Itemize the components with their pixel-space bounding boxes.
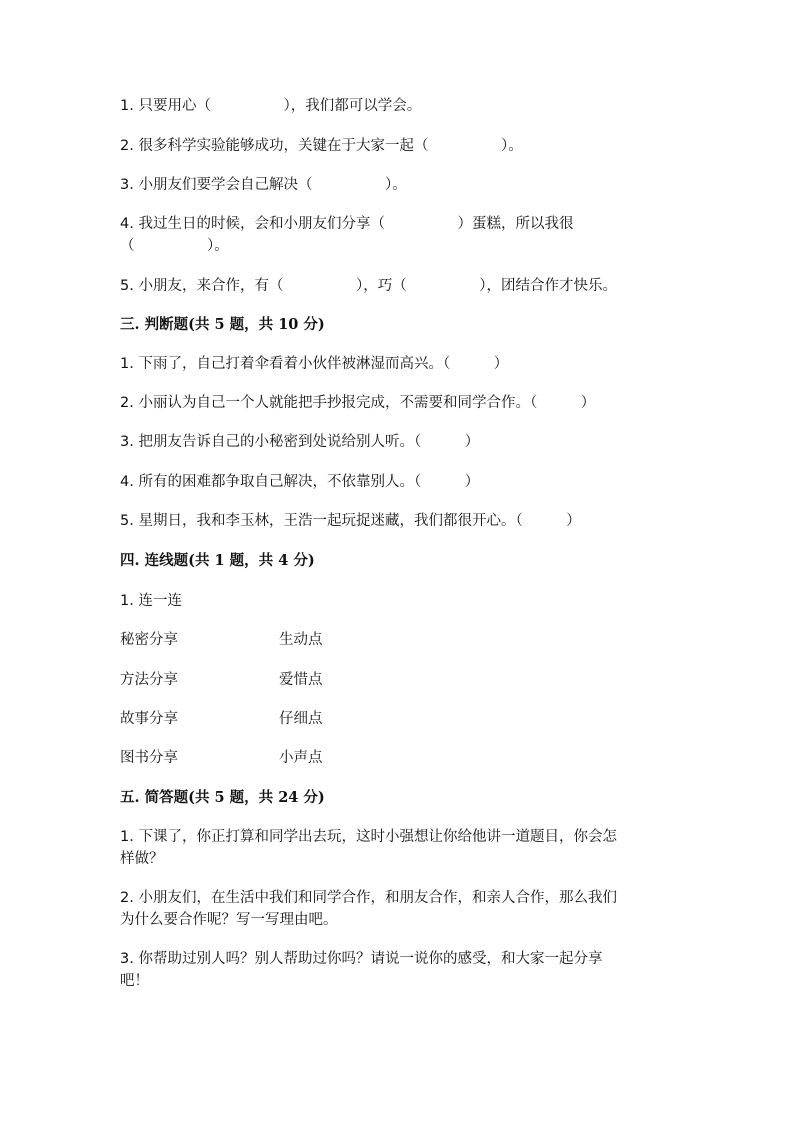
matching-prompt: 1. 连一连 <box>120 593 182 609</box>
matching-left-item: 故事分享 <box>120 711 178 727</box>
short-answer-question-3-continued: 吧！ <box>120 973 149 989</box>
section-heading-judge: 三. 判断题(共 5 题，共 10 分) <box>120 316 325 333</box>
section-heading-matching: 四. 连线题(共 1 题，共 4 分) <box>120 552 315 569</box>
matching-left-item: 方法分享 <box>120 672 178 688</box>
fill-in-question-4: 4. 我过生日的时候，会和小朋友们分享（ ）蛋糕，所以我很 <box>120 216 574 232</box>
matching-left-item: 秘密分享 <box>120 632 178 648</box>
matching-right-item: 仔细点 <box>279 711 323 727</box>
matching-left-item: 图书分享 <box>120 750 178 766</box>
short-answer-question-1: 1. 下课了，你正打算和同学出去玩，这时小强想让你给他讲一道题目，你会怎 <box>120 829 617 845</box>
fill-in-question-1: 1. 只要用心（ ），我们都可以学会。 <box>120 98 422 114</box>
short-answer-question-2-continued: 为什么要合作呢？写一写理由吧。 <box>120 912 338 928</box>
short-answer-question-2: 2. 小朋友们，在生活中我们和同学合作，和朋友合作，和亲人合作，那么我们 <box>120 890 617 906</box>
fill-in-question-3: 3. 小朋友们要学会自己解决（ ）。 <box>120 177 407 193</box>
judge-question-2: 2. 小丽认为自己一个人就能把手抄报完成，不需要和同学合作。（ ） <box>120 395 596 411</box>
matching-right-item: 爱惜点 <box>279 672 323 688</box>
judge-question-3: 3. 把朋友告诉自己的小秘密到处说给别人听。（ ） <box>120 434 480 450</box>
matching-right-item: 生动点 <box>279 632 323 648</box>
judge-question-1: 1. 下雨了，自己打着伞看着小伙伴被淋湿而高兴。（ ） <box>120 356 509 372</box>
short-answer-question-3: 3. 你帮助过别人吗？别人帮助过你吗？请说一说你的感受，和大家一起分享 <box>120 951 603 967</box>
fill-in-question-5: 5. 小朋友，来合作，有（ ），巧（ ），团结合作才快乐。 <box>120 278 617 294</box>
fill-in-question-2: 2. 很多科学实验能够成功，关键在于大家一起（ ）。 <box>120 138 523 154</box>
short-answer-question-1-continued: 样做？ <box>120 851 164 867</box>
fill-in-question-4-continued: （ ）。 <box>120 238 229 254</box>
section-heading-short-answer: 五. 简答题(共 5 题，共 24 分) <box>120 789 325 806</box>
judge-question-5: 5. 星期日，我和李玉林，王浩一起玩捉迷藏，我们都很开心。（ ） <box>120 513 581 529</box>
judge-question-4: 4. 所有的困难都争取自己解决，不依靠别人。（ ） <box>120 474 480 490</box>
matching-right-item: 小声点 <box>279 750 323 766</box>
